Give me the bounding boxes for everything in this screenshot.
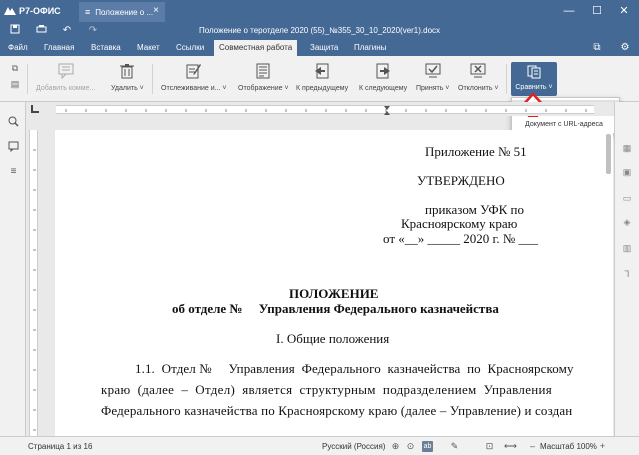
open-location-icon[interactable]: ⧉ [593,42,601,53]
menu-plugins[interactable]: Плагины [354,43,387,52]
paragraph-line-1: 1.1. Отдел № Управления Федерального казначейства по Красноярскому [135,361,574,376]
zoom-level[interactable]: Масштаб 100% [540,442,597,451]
table-settings-icon[interactable]: ▦ [622,143,632,153]
redo-icon[interactable]: ↷ [88,25,98,36]
settings-icon[interactable]: ⚙ [620,42,630,53]
document-heading: ПОЛОЖЕНИЕ [289,286,379,301]
print-icon[interactable] [34,24,48,38]
tab-stop-selector[interactable] [31,105,39,113]
compare-button[interactable]: Сравнить ˅ [511,62,557,96]
search-icon[interactable] [8,116,19,127]
vertical-ruler[interactable] [26,116,40,436]
menu-file[interactable]: Файл [8,43,28,52]
navigation-icon[interactable]: ≡ [10,166,17,177]
vertical-ruler-ticks [30,130,39,436]
arrow-right-icon [375,63,391,79]
ruler-ticks [56,106,594,115]
spellcheck-icon[interactable]: ab [423,443,432,450]
track-changes-icon [186,63,202,79]
undo-icon[interactable]: ↶ [62,25,72,36]
close-button[interactable]: ✕ [619,5,629,17]
document-page[interactable] [55,130,613,436]
logo-icon [4,6,16,16]
minimize-button[interactable]: — [563,5,575,17]
globe-icon[interactable]: ⊙ [406,441,415,451]
display-icon [255,63,271,79]
text-art-icon[interactable]: Ꞁ [624,269,630,279]
document-subheading: об отделе № Управления Федерального казначейства [172,301,499,316]
accept-check-icon [425,63,441,79]
trash-icon [119,63,135,79]
app-logo: Р7-ОФИС [4,4,61,18]
document-title: Положение о теротделе 2020 (55)_№355_30_10_2020(ver1).docx [198,26,441,35]
track-changes-status-icon[interactable]: ✎ [450,441,459,451]
scrollbar-thumb[interactable] [606,134,611,174]
section-heading: I. Общие положения [276,331,390,346]
menu-references[interactable]: Ссылки [176,43,205,52]
comments-panel-icon[interactable] [8,141,19,152]
arrow-left-icon [314,63,330,79]
approved-text: УТВЕРЖДЕНО [417,173,505,188]
fit-width-icon[interactable]: ⟷ [504,441,517,451]
paste-icon[interactable]: ▤ [10,79,20,89]
vertical-scrollbar[interactable] [605,120,612,432]
paragraph-line-2: краю (далее – Отдел) является структурным подразделением Управления [101,382,553,397]
display-mode-button[interactable]: Отображение ˅ [238,63,289,101]
language-selector[interactable]: Русский (Россия) [322,442,386,451]
close-tab-icon[interactable]: × [153,5,159,16]
menu-collaboration[interactable]: Совместная работа [214,40,297,56]
delete-comment-button[interactable]: Удалить ˅ [111,63,144,101]
compare-from-url-item[interactable]: Документ с URL-адреса [525,121,603,128]
language-settings-icon[interactable]: ⊕ [391,441,400,451]
reject-x-icon [470,63,486,79]
menu-bar [0,40,639,56]
save-icon[interactable] [8,24,22,38]
reject-change-button[interactable]: Отклонить ˅ [458,63,499,101]
header-footer-icon[interactable]: ▭ [622,193,632,203]
copy-style-icon[interactable]: ⧉ [11,63,19,73]
maximize-button[interactable]: ☐ [592,5,602,17]
title-bar [0,0,639,40]
fit-page-icon[interactable]: ⊡ [485,441,494,451]
add-comment-button[interactable]: Добавить комме... [36,63,95,101]
order-line-3: от «__» _____ 2020 г. № ___ [383,231,539,246]
menu-protection[interactable]: Защита [310,43,339,52]
right-sidebar [614,102,639,436]
status-bar [0,436,639,455]
menu-home[interactable]: Главная [44,43,75,52]
menu-insert[interactable]: Вставка [91,43,121,52]
left-sidebar [0,102,26,436]
image-settings-icon[interactable]: ▣ [622,167,632,177]
appendix-text: Приложение № 51 [425,144,527,159]
page-counter[interactable]: Страница 1 из 16 [28,442,93,451]
chart-settings-icon[interactable]: ▥ [622,243,632,253]
horizontal-ruler[interactable] [26,102,614,116]
compare-icon [527,65,541,79]
paragraph-line-3: Федерального казначейства по Красноярскому краю (далее – Управление) и создан [101,403,573,418]
previous-change-button[interactable]: К предыдущему [296,63,348,101]
menu-layout[interactable]: Макет [137,43,160,52]
order-line-1: приказом УФК по [425,202,524,217]
tab-menu-icon: ≡ [85,7,91,17]
next-change-button[interactable]: К следующему [359,63,407,101]
zoom-out-icon[interactable]: – [529,441,535,451]
tab-title: Положение о ... [95,7,154,17]
track-changes-button[interactable]: Отслеживание и... ˅ [161,63,227,101]
zoom-in-icon[interactable]: + [599,441,606,451]
order-line-2: Красноярскому краю [401,216,518,231]
shape-settings-icon[interactable]: ◈ [623,217,631,227]
document-tab[interactable] [79,2,165,22]
accept-change-button[interactable]: Принять ˅ [416,63,449,101]
comment-icon [58,63,74,79]
